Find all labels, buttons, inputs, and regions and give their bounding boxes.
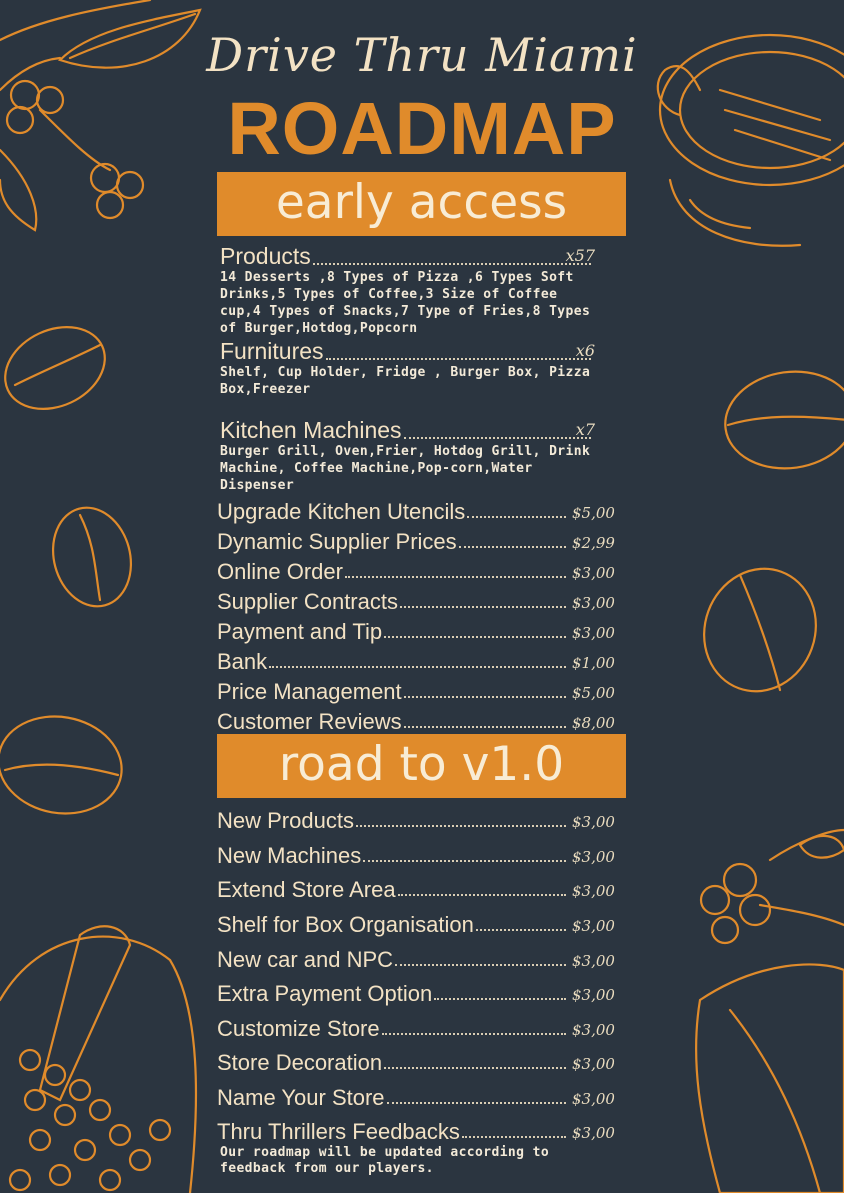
category-name: Kitchen Machines <box>220 417 402 443</box>
item-price: $8,00 <box>572 714 615 732</box>
item-name: Extra Payment Option <box>217 981 433 1006</box>
item-name: Payment and Tip <box>217 619 383 644</box>
item-price: $3,00 <box>572 1021 615 1039</box>
page-title: ROADMAP <box>227 87 617 170</box>
category-furnitures <box>220 339 595 398</box>
roadmap-item <box>217 587 615 615</box>
coffee-scoop-illustration <box>0 926 196 1193</box>
early-access-banner: early access <box>217 172 626 236</box>
item-price: $1,00 <box>572 654 615 672</box>
roadmap-item <box>217 1083 615 1111</box>
road-to-v1-banner: road to v1.0 <box>217 734 626 798</box>
roadmap-item <box>217 910 615 938</box>
dot-leader <box>459 546 566 548</box>
dot-leader <box>404 696 566 698</box>
roadmap-item <box>217 841 615 869</box>
dot-leader <box>363 860 566 862</box>
footer-note: Our roadmap will be updated according to feedback from our players. <box>220 1145 550 1176</box>
item-price: $3,00 <box>572 952 615 970</box>
roadmap-item <box>217 647 615 675</box>
category-description: 14 Desserts ,8 Types of Pizza ,6 Types Soft Drinks,5 Types of Coffee,3 Size of Coffee cup,4 Types of Snacks,7 Type of Fries,8 Types of Burger,Hotdog,Popcorn <box>220 270 591 336</box>
category-count: x57 <box>565 246 595 265</box>
dot-leader <box>476 929 566 931</box>
item-name: Bank <box>217 649 268 674</box>
item-name: New car and NPC <box>217 947 394 972</box>
item-name: Extend Store Area <box>217 877 396 902</box>
category-name: Furnitures <box>220 338 324 364</box>
dot-leader <box>400 606 566 608</box>
dot-leader <box>434 998 566 1000</box>
dot-leader <box>395 964 566 966</box>
item-name: Dynamic Supplier Prices <box>217 529 457 554</box>
roadmap-item <box>217 806 615 834</box>
roadmap-item <box>217 979 615 1007</box>
dot-leader <box>398 894 566 896</box>
roadmap-item <box>217 875 615 903</box>
item-price: $3,00 <box>572 986 615 1004</box>
roadmap-item <box>217 617 615 645</box>
item-name: Supplier Contracts <box>217 589 398 614</box>
item-name: Customize Store <box>217 1016 380 1041</box>
dot-leader <box>326 358 591 360</box>
roadmap-item <box>217 707 615 735</box>
roadmap-item <box>217 557 615 585</box>
category-products <box>220 244 595 337</box>
item-name: New Products <box>217 808 354 833</box>
item-price: $5,00 <box>572 504 615 522</box>
roadmap-item <box>217 1117 615 1145</box>
item-price: $3,00 <box>572 624 615 642</box>
item-name: Store Decoration <box>217 1050 383 1075</box>
coffee-bean-illustration <box>687 363 844 707</box>
category-count: x6 <box>575 341 595 360</box>
item-price: $3,00 <box>572 1124 615 1142</box>
dot-leader <box>269 666 566 668</box>
dot-leader <box>384 636 566 638</box>
category-description: Burger Grill, Oven,Frier, Hotdog Grill, Drink Machine, Coffee Machine,Pop-corn,Water Dispenser <box>220 444 591 493</box>
item-name: Upgrade Kitchen Utencils <box>217 499 466 524</box>
item-price: $3,00 <box>572 848 615 866</box>
category-kitchen-machines <box>220 418 595 494</box>
item-name: Customer Reviews <box>217 709 402 734</box>
category-description: Shelf, Cup Holder, Fridge , Burger Box, Pizza Box,Freezer <box>220 365 591 397</box>
game-title: Drive Thru Miami <box>206 28 638 82</box>
dot-leader <box>387 1102 566 1104</box>
dot-leader <box>467 516 566 518</box>
roadmap-item <box>217 677 615 705</box>
item-price: $3,00 <box>572 882 615 900</box>
dot-leader <box>404 437 591 439</box>
item-price: $2,99 <box>572 534 615 552</box>
item-name: Online Order <box>217 559 343 584</box>
item-name: Shelf for Box Organisation <box>217 912 474 937</box>
roadmap-item <box>217 945 615 973</box>
dot-leader <box>356 825 566 827</box>
item-name: Name Your Store <box>217 1085 385 1110</box>
item-price: $3,00 <box>572 1090 615 1108</box>
item-price: $3,00 <box>572 1055 615 1073</box>
item-name: Price Management <box>217 679 402 704</box>
item-price: $3,00 <box>572 594 615 612</box>
category-count: x7 <box>575 420 595 439</box>
roadmap-item <box>217 1014 615 1042</box>
roadmap-item <box>217 497 615 525</box>
item-price: $3,00 <box>572 813 615 831</box>
item-price: $3,00 <box>572 564 615 582</box>
item-name: New Machines <box>217 843 362 868</box>
dot-leader <box>382 1033 566 1035</box>
coffee-bean-illustration <box>0 312 142 823</box>
coffee-branch-illustration <box>696 830 844 1193</box>
dot-leader <box>384 1067 566 1069</box>
item-price: $3,00 <box>572 917 615 935</box>
roadmap-item <box>217 1048 615 1076</box>
dot-leader <box>313 263 591 265</box>
dot-leader <box>404 726 566 728</box>
dot-leader <box>462 1136 566 1138</box>
dot-leader <box>345 576 566 578</box>
category-name: Products <box>220 243 311 269</box>
item-name: Thru Thrillers Feedbacks <box>217 1119 460 1144</box>
item-price: $5,00 <box>572 684 615 702</box>
roadmap-item <box>217 527 615 555</box>
